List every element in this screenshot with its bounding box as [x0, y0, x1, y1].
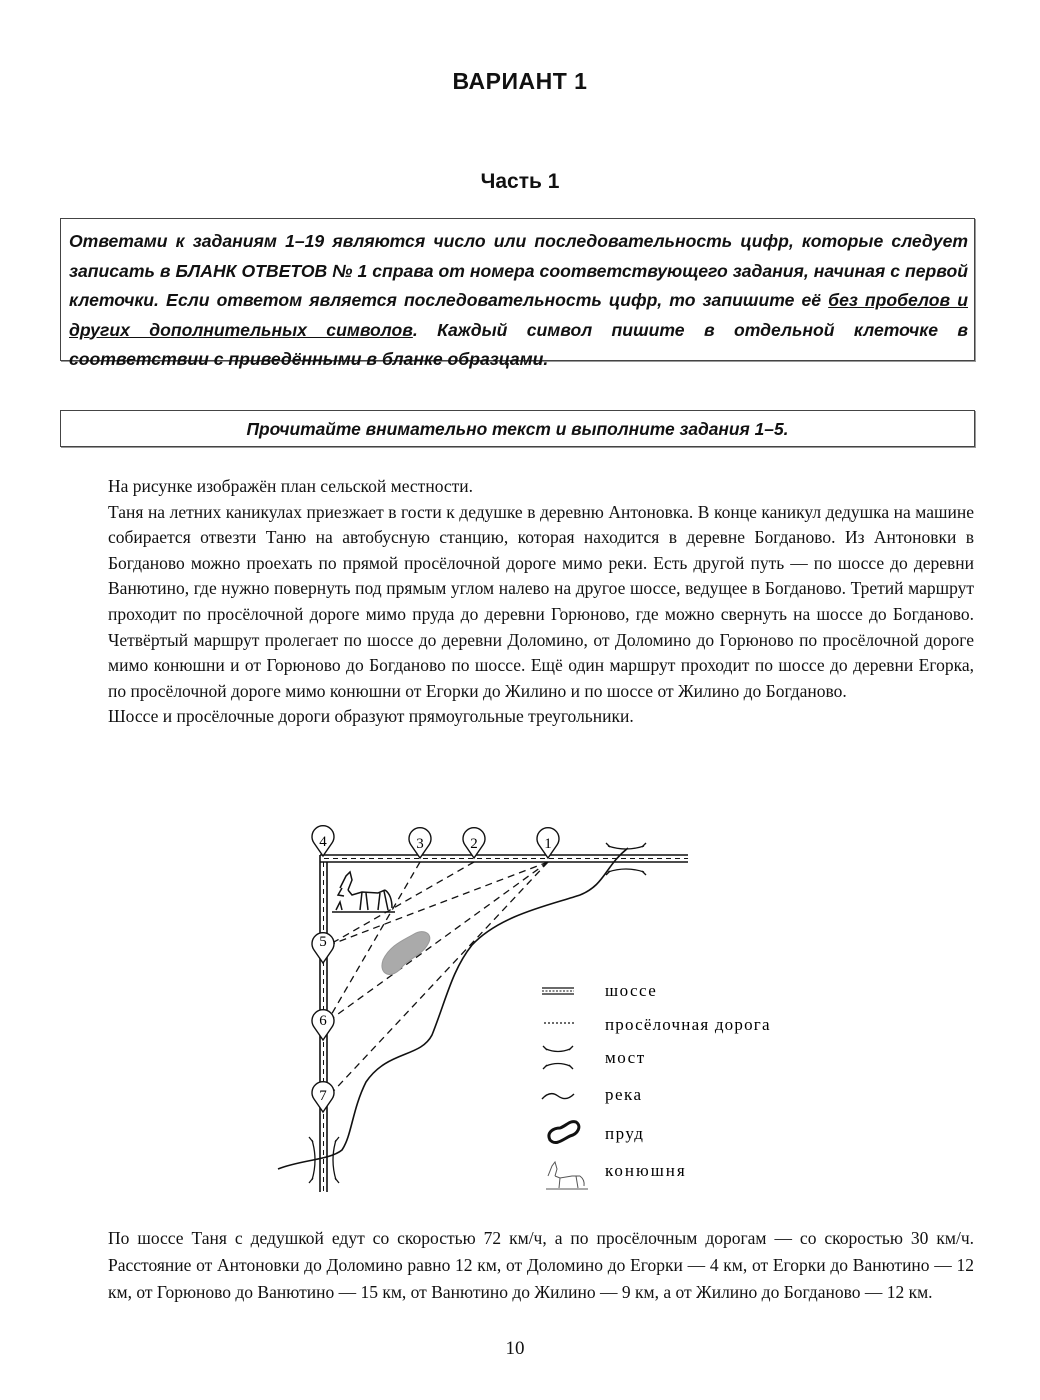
marker-4-label: 4: [319, 834, 327, 850]
marker-2-label: 2: [470, 836, 478, 852]
bottom-text: По шоссе Таня с дедушкой едут со скоростью 72 км/ч, а по просёлочным дорогам — со скоростью 30 км/ч. Расстояние от Антоновки до Доломино равно 12 км, от Доломино до Егорки — 4 км, от Егорки до Ванютино — 12 км, от Горюново до Ванютино — 15 км, от Ванютино до Жилино — 9 км, а от Жилино до Богданово — 12 км.: [108, 1228, 974, 1302]
pond-icon: [549, 1122, 579, 1143]
village-map: [270, 822, 771, 1202]
legend-highway: [542, 981, 657, 1000]
marker-1-label: 1: [544, 836, 552, 852]
stable-icon: [332, 872, 395, 912]
marker-7-label: 7: [319, 1088, 327, 1104]
instruction-underlined: без пробелов и других дополнительных символов: [69, 290, 968, 340]
legend-dirt-road: [544, 1015, 771, 1034]
highway-icon: [542, 988, 574, 994]
instruction-text-end: . Каждый символ пишите в отдельной клеточке в соответствии с приведёнными в бланке образцами.: [69, 319, 968, 369]
instruction-text-start: Ответами к заданиям 1–19 являются число или последовательность цифр, которые следует записать в БЛАНК ОТВЕТОВ № 1 справа от номера соответствующего задания, начиная с первой клеточки. Если ответом является последовательность цифр, то запишите её: [69, 231, 968, 310]
instruction-text: [69, 227, 968, 375]
task-header-text: Прочитайте внимательно текст и выполните задания 1–5.: [246, 419, 789, 439]
story-text: [108, 474, 974, 730]
marker-6: [312, 1010, 334, 1040]
marker-2: [463, 828, 485, 858]
marker-7: [312, 1082, 334, 1112]
story-paragraph-1: На рисунке изображён план сельской местности.: [108, 476, 474, 496]
legend-stable: [546, 1161, 687, 1189]
legend-bridge: [543, 1046, 646, 1069]
marker-5-label: 5: [319, 934, 327, 950]
marker-5: [312, 933, 334, 963]
river-icon: [542, 1094, 574, 1099]
map-markers: [312, 826, 559, 1112]
legend-highway-label: шоссе: [605, 981, 658, 1000]
highway-horizontal: [320, 855, 688, 862]
task-header-box: [60, 410, 975, 447]
dirt-roads: [327, 862, 548, 1098]
legend-dirt-road-label: просёлочная дорога: [605, 1015, 771, 1034]
variant-title: ВАРИАНТ 1: [452, 68, 588, 94]
story-paragraph-2: Таня на летних каникулах приезжает в гости к дедушке в деревню Антоновка. В конце каникул дедушка на машине собирается отвезти Таню на автобусную станцию, которая находится в деревне Богданово. Из Антоновки в Богданово можно проехать по прямой просёлочной дороге мимо реки. Есть другой путь — по шоссе до деревни Ванютино, где нужно повернуть под прямым углом налево на другое шоссе, ведущее в Богданово. Третий маршрут проходит по просёлочной дороге мимо пруда до деревни Горюново, где можно свернуть на шоссе до Богданово. Четвёртый маршрут пролегает по шоссе до деревни Доломино, от Доломино до Горюново по просёлочной дороге мимо конюшни и от Горюново до Богданово по шоссе. Ещё один маршрут проходит по шоссе до деревни Егорка, по просёлочной дороге мимо конюшни от Егорки до Жилино и по шоссе от Жилино до Богданово.: [108, 501, 974, 701]
marker-6-label: 6: [319, 1013, 327, 1029]
legend-pond-label: пруд: [605, 1124, 645, 1143]
legend-bridge-label: мост: [605, 1048, 646, 1067]
marker-4: [312, 826, 334, 856]
marker-3: [409, 828, 431, 858]
legend-pond: [549, 1122, 645, 1143]
instruction-box: [60, 218, 975, 369]
legend-river-label: река: [605, 1085, 643, 1104]
bridge-icon: [543, 1046, 573, 1069]
marker-1: [537, 828, 559, 858]
map-legend: [542, 981, 771, 1189]
story-paragraph-3: Шоссе и просёлочные дороги образуют прямоугольные треугольники.: [108, 706, 634, 727]
legend-river: [542, 1085, 643, 1104]
part-title: Часть 1: [480, 170, 560, 193]
pond: [382, 932, 430, 975]
marker-3-label: 3: [416, 836, 424, 852]
legend-stable-label: конюшня: [605, 1161, 687, 1180]
stable-legend-icon: [546, 1162, 588, 1189]
page-number: 10: [505, 1338, 525, 1359]
